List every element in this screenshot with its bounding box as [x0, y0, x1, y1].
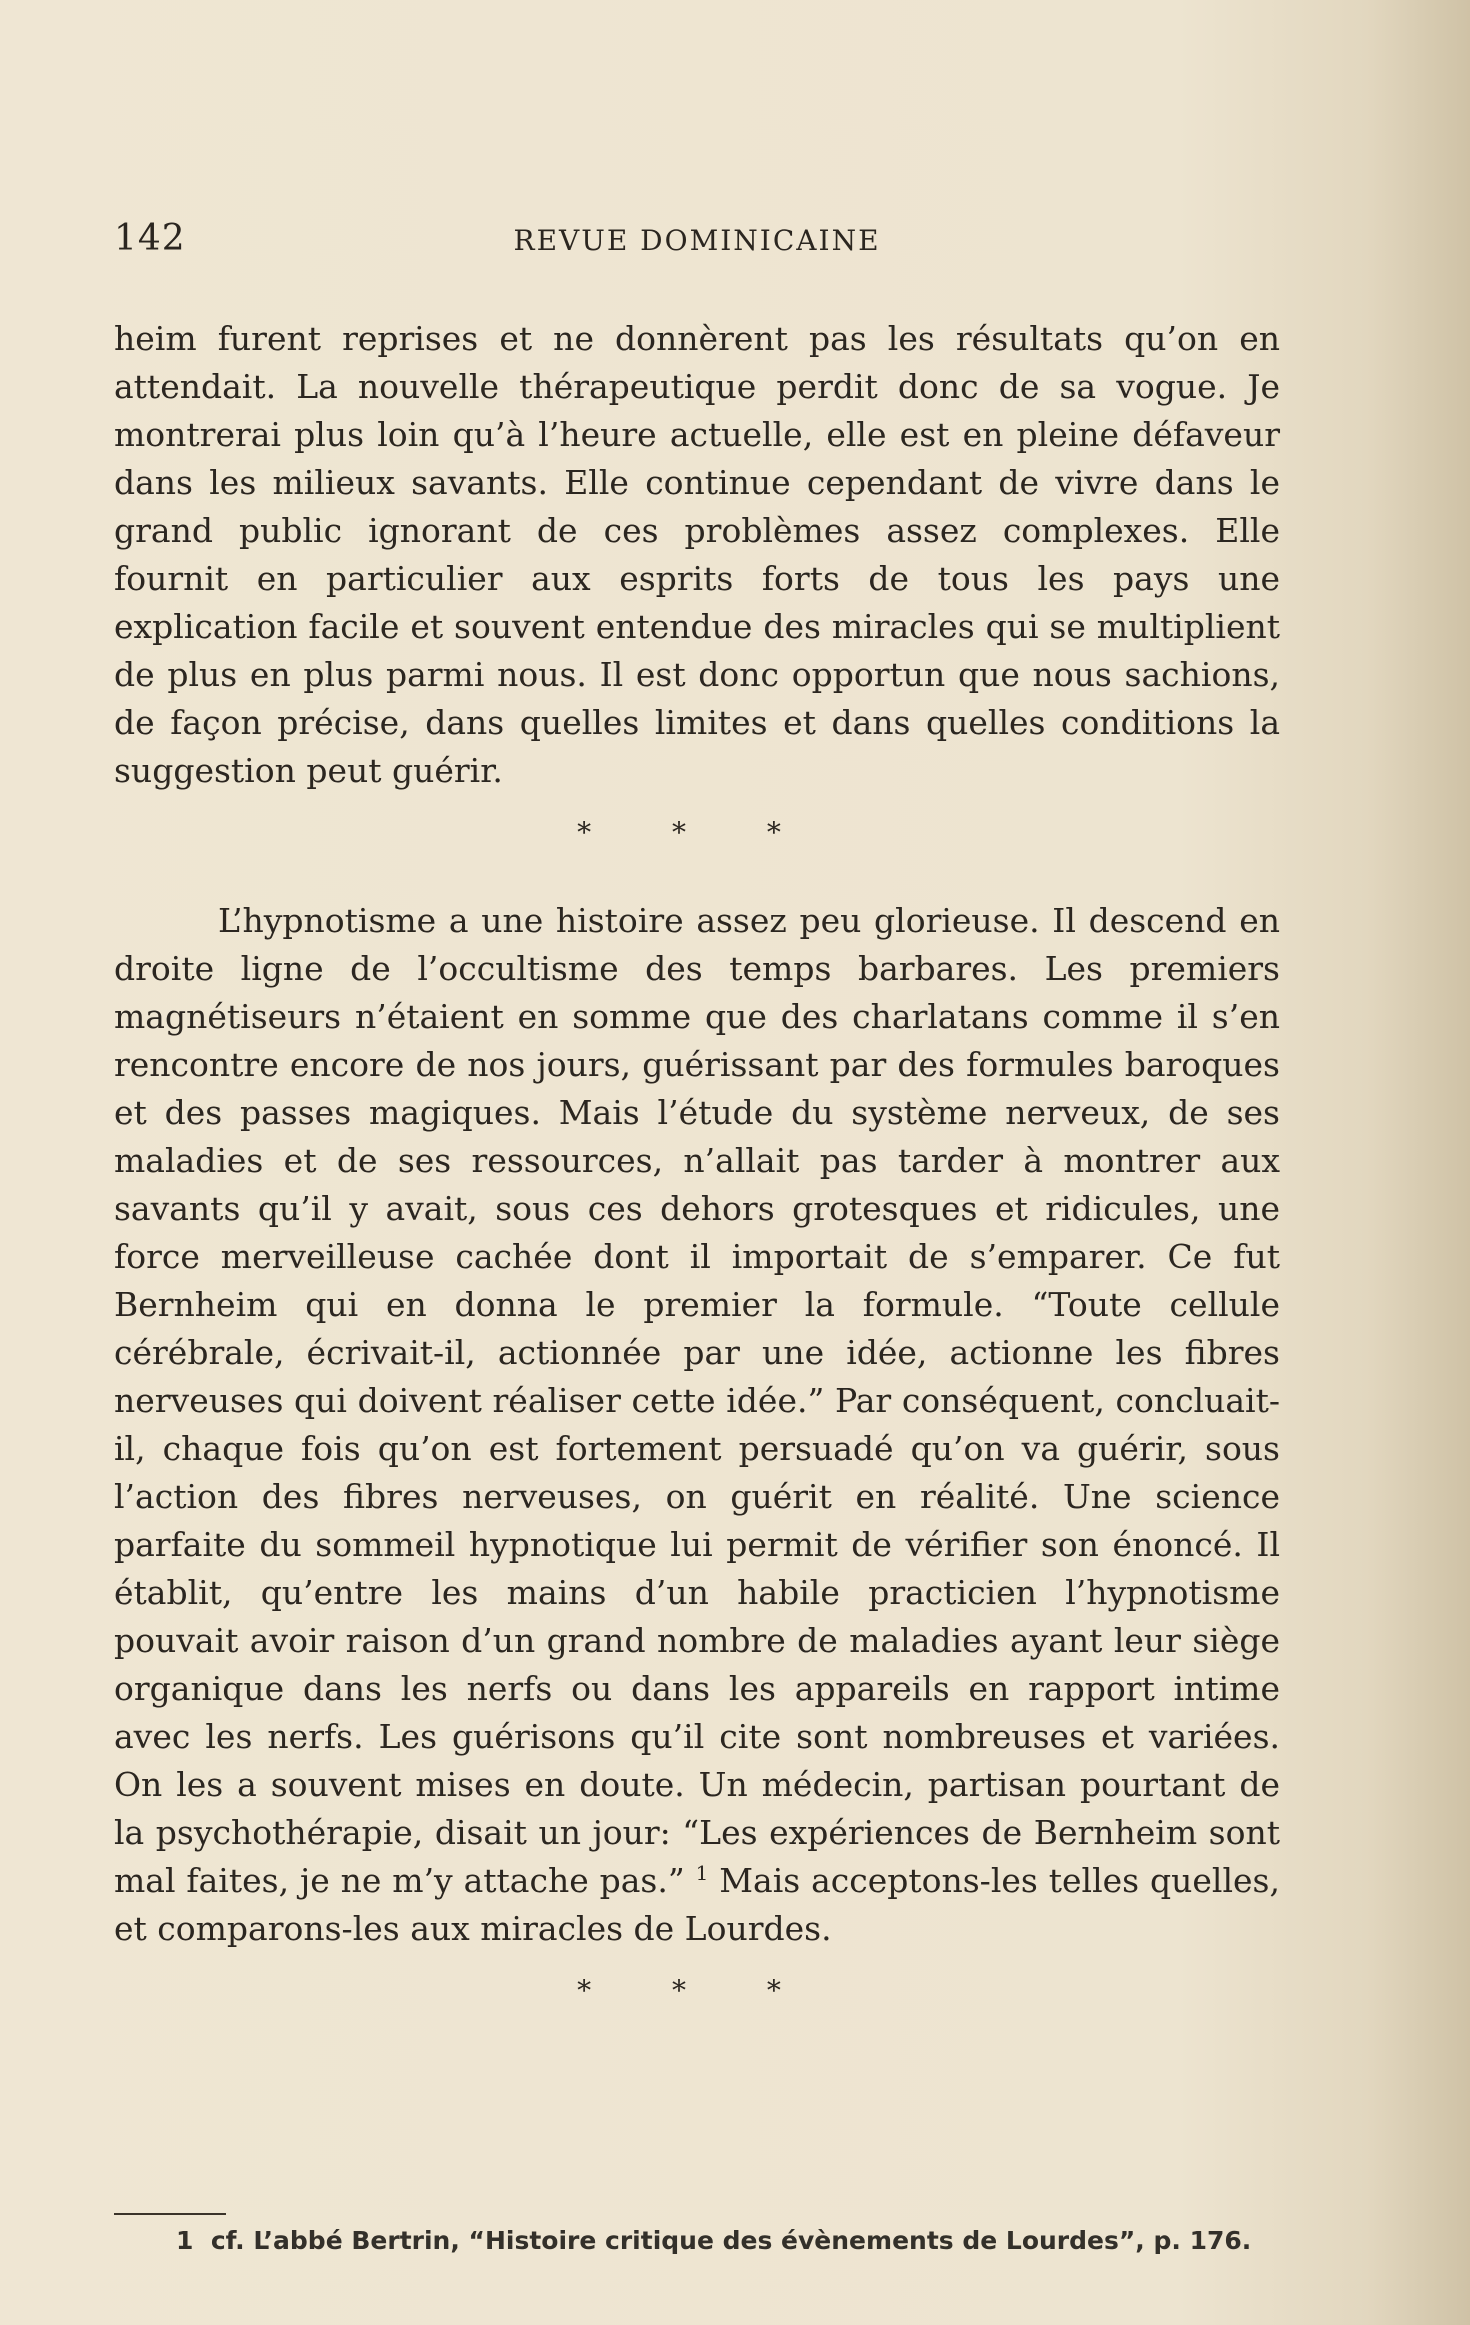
section-break: * * * — [577, 816, 817, 849]
footnote-number: 1 — [176, 2226, 194, 2255]
paragraph-hypnotism-text: L’hypnotisme a une histoire assez peu glorieuse. Il descend en droite ligne de l’occultisme des temps barbares. Les premiers magnétiseurs n’étaient en somme que des charlatans comme il s’en rencontre encore de nos jours, guérissant par des formules baroques et des passes magiques. Mais l’étude du système nerveux, de ses maladies et de ses ressources, n’allait pas tarder à montrer aux savants qu’il y avait, sous ces dehors grotesques et ridicules, une force merveilleuse cachée dont il importait de s’emparer. Ce fut Bernheim qui en donna le premier la formule. “Toute cellule cérébrale, écrivait-il, actionnée par une idée, actionne les fibres nerveuses qui doivent réaliser cette idée.” Par conséquent, concluait-il, chaque fois qu’on est fortement persuadé qu’on va guérir, sous l’action des fibres nerveuses, on guérit en réalité. Une science parfaite du sommeil hypnotique lui permit de vérifier son énoncé. Il établit, qu’entre les mains d’un habile practicien l’hypnotisme pouvait avoir raison d’un grand nombre de maladies ayant leur siège organique dans les nerfs ou dans les appareils en rapport intime avec les nerfs. Les guérisons qu’il cite sont nombreuses et variées. On les a souvent mises en doute. Un médecin, partisan pourtant de la psychothérapie, disait un jour: “Les expériences de Bernheim sont mal faites, je ne m’y attache pas.” — [114, 901, 1280, 1900]
page-header — [114, 218, 1280, 264]
paragraph-continued: heim furent reprises et ne donnèrent pas les résultats qu’on en attendait. La nouvelle thérapeutique perdit donc de sa vogue. Je montrerai plus loin qu’à l’heure actuelle, elle est en pleine défaveur dans les milieux savants. Elle continue cependant de vivre dans le grand public ignorant de ces problèmes assez complexes. Elle fournit en particulier aux esprits forts de tous les pays une explication facile et souvent entendue des miracles qui se multiplient de plus en plus parmi nous. Il est donc opportun que nous sachions, de façon précise, dans quelles limites et dans quelles conditions la suggestion peut guérir. — [114, 319, 1280, 790]
footnote — [114, 2222, 1280, 2259]
paragraph-hypnotism-closing: Mais acceptons-les telles quelles, et comparons-les aux miracles de Lourdes. — [114, 1861, 1280, 1948]
footnote-reference: 1 — [695, 1861, 709, 1885]
running-title: REVUE DOMINICAINE — [513, 224, 881, 257]
footnote-text: cf. L’abbé Bertrin, “Histoire critique des évènements de Lourdes”, p. 176. — [210, 2226, 1252, 2255]
footnote-divider — [114, 2213, 226, 2215]
paragraph-hypnotism — [114, 897, 1280, 1953]
body-text — [114, 315, 1280, 2011]
section-break-end: * * * — [577, 1974, 817, 2007]
page-number: 142 — [114, 218, 186, 259]
